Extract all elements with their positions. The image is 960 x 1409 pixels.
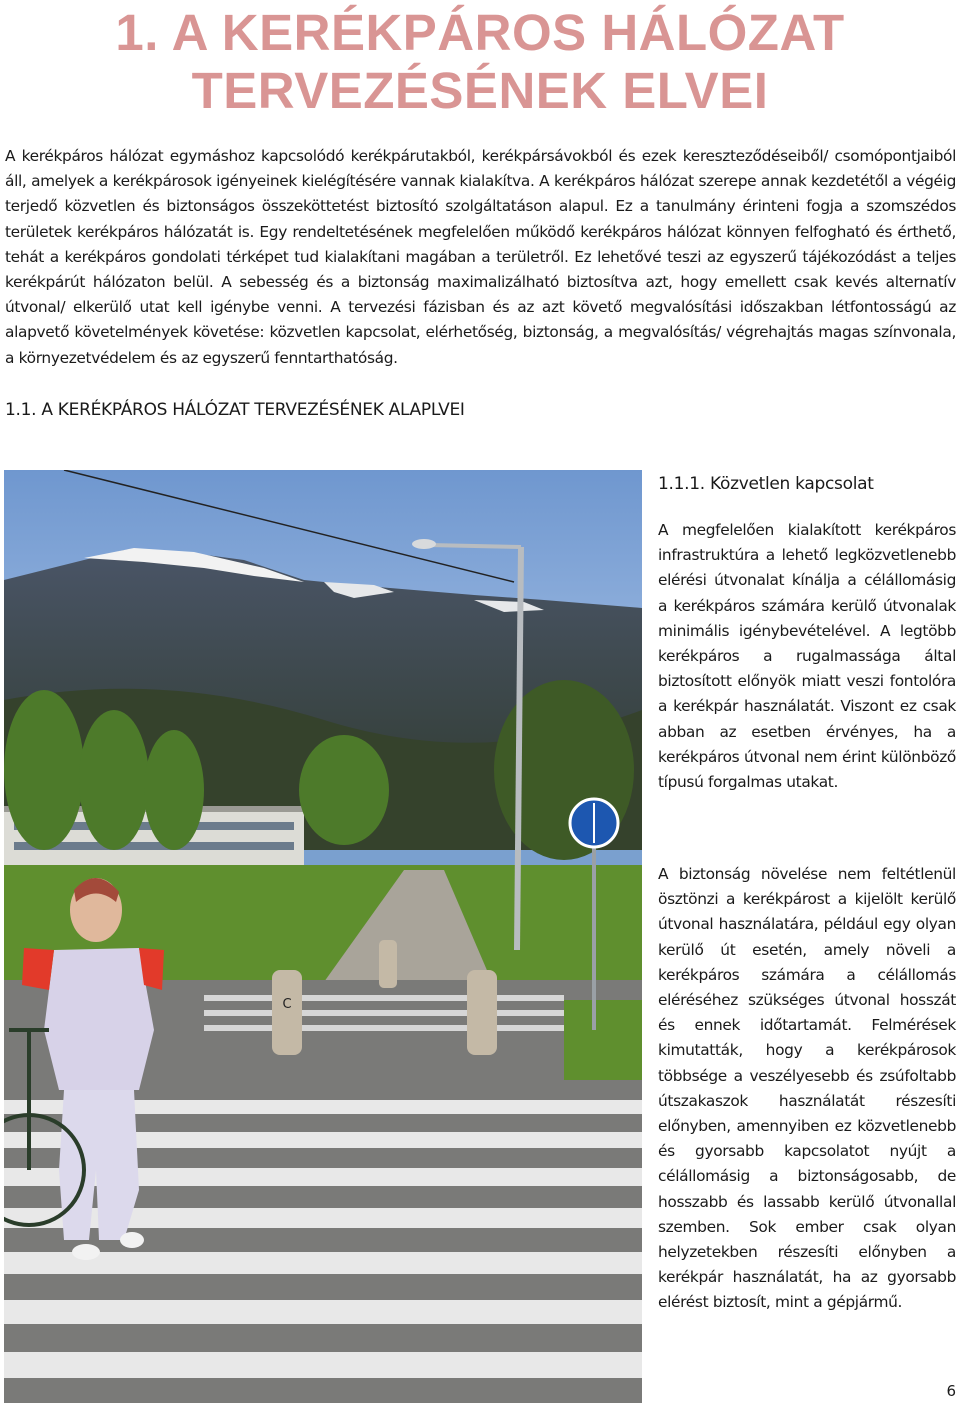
intro-paragraph: A kerékpáros hálózat egymáshoz kapcsolódó kerékpárutakból, kerékpársávokból és ezek kereszteződéseiből/ csomópontjaiból áll, amelyek a kerékpárosok igényeinek kielégítésére vannak kialakítva. A kerékpáros hálózat szerepe annak kezdetétől a végéig terjedő közvetlen és biztonságos összeköttetést biztosító szolgáltatáson alapul. Ez a tanulmány érinteni fogja a szomszédos területek kerékpáros hálózatát is. Egy rendeltetésének megfelelően működő kerékpáros hálózat könnyen felfogható és érthető, tehát a kerékpáros gondolati térképet tud kialakítani magában a területről. Ez lehetővé teszi az egyszerű tájékozódást a teljes kerékpárút hálózaton belül. A sebesség és a biztonság maximalizálható biztosítva azt, hogy emellett csak kevés alternatív útvonal/ elkerülő utat kell igénybe venni. A tervezési fázisban és az azt követő megvalósítási időszakban létfontosságú az alapvető követelmények követése: közvetlen kapcsolat, elérhetőség, biztonság, a megvalósítás/ végrehajtás magas színvonala, a környezetvédelem és az egyszerű fenntarthatóság. [5, 147, 956, 367]
lamp-arm [429, 545, 521, 547]
bicycle-path-photo [4, 470, 642, 1403]
paragraph-safety: A biztonság növelése nem feltétlenül ösztönzi a kerékpárost a kijelölt kerülő útvonal használatára, például egy olyan kerülő út esetén, amely növeli a kerékpáros számára a célállomás eléréséhez szükséges útvonal hosszát és ennek időtartamát. Felmérések kimutatták, hogy a kerékpárosok többsége a veszélyesebb és zsúfoltabb útszakaszok használatát részesíti előnyben, amennyiben ez közvetlenebb és gyorsabb kapcsolatot nyújt a célállomásig a biztonságosabb, de hosszabb és lassabb kerülő útvonallal szemben. Sok ember csak olyan helyzetekben részesíti előnyben a kerékpár használatát, ha az gyorsabb elérést biztosít, mint a gépjármű. [658, 865, 956, 1312]
subsection-heading: 1.1.1. Közvetlen kapcsolat [658, 474, 874, 494]
paragraph-direct-connection: A megfelelően kialakított kerékpáros infrastruktúra a lehető legközvetlenebb elérési útvonalat kínálja a célállomásig a kerékpáros számára kerülő útvonalak minimális igénybevételével. A legtöbb kerékpáros a rugalmassága által biztosított előnyök miatt veszi fontolóra a kerékpár használatát. Viszont ez csak abban az esetben érvényes, ha a kerékpáros útvonal nem érint különböző típusú forgalmas utakat. [658, 521, 956, 792]
title-line-2: TERVEZÉSÉNEK ELVEI [191, 62, 769, 119]
page-number: 6 [946, 1382, 956, 1400]
bollard-letter: C [282, 997, 292, 1012]
far-crosswalk [204, 995, 564, 1031]
title-line-1: 1. A KERÉKPÁROS HÁLÓZAT [115, 4, 845, 61]
section-heading: 1.1. A KERÉKPÁROS HÁLÓZAT TERVEZÉSÉNEK ALAPLVEI [5, 400, 465, 420]
page-title [0, 4, 960, 120]
lamp-pole [517, 547, 521, 950]
lamp-head [412, 539, 436, 549]
photo-illustration [4, 470, 642, 1403]
grass-right-edge [564, 1000, 642, 1080]
